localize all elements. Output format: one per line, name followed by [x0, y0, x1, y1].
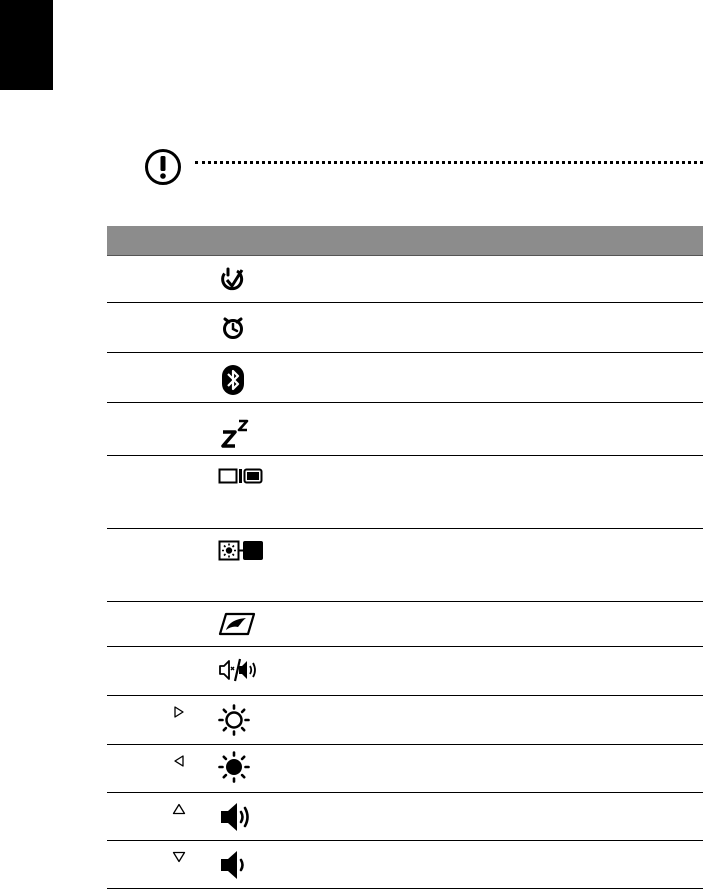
display-toggle-icon — [218, 466, 264, 486]
brightness-up-icon — [218, 704, 250, 736]
table-row — [107, 696, 703, 745]
table-header — [107, 226, 703, 256]
bluetooth-icon — [218, 363, 248, 397]
language-tab — [0, 0, 53, 90]
empowering-key-icon — [218, 265, 248, 295]
down-arrow-icon — [172, 851, 186, 863]
note-divider — [195, 161, 703, 164]
table-row — [107, 456, 703, 529]
speaker-toggle-icon — [218, 657, 258, 683]
brightness-down-icon — [218, 751, 250, 783]
power-timer-icon — [218, 313, 248, 343]
volume-up-icon — [218, 801, 254, 833]
touchpad-toggle-icon — [218, 612, 256, 636]
table-row — [107, 793, 703, 841]
table-row — [107, 841, 703, 889]
table-row — [107, 303, 703, 353]
table-row — [107, 602, 703, 647]
right-arrow-icon — [173, 706, 185, 718]
screen-blank-icon — [218, 539, 266, 563]
sleep-icon — [218, 415, 252, 449]
table-row — [107, 529, 703, 602]
exclamation-circle-icon — [143, 147, 183, 187]
table-row — [107, 647, 703, 696]
table-row — [107, 403, 703, 456]
table-row — [107, 745, 703, 793]
left-arrow-icon — [173, 755, 185, 767]
volume-down-icon — [218, 849, 248, 881]
table-row — [107, 353, 703, 403]
up-arrow-icon — [172, 803, 186, 815]
table-row — [107, 255, 703, 303]
